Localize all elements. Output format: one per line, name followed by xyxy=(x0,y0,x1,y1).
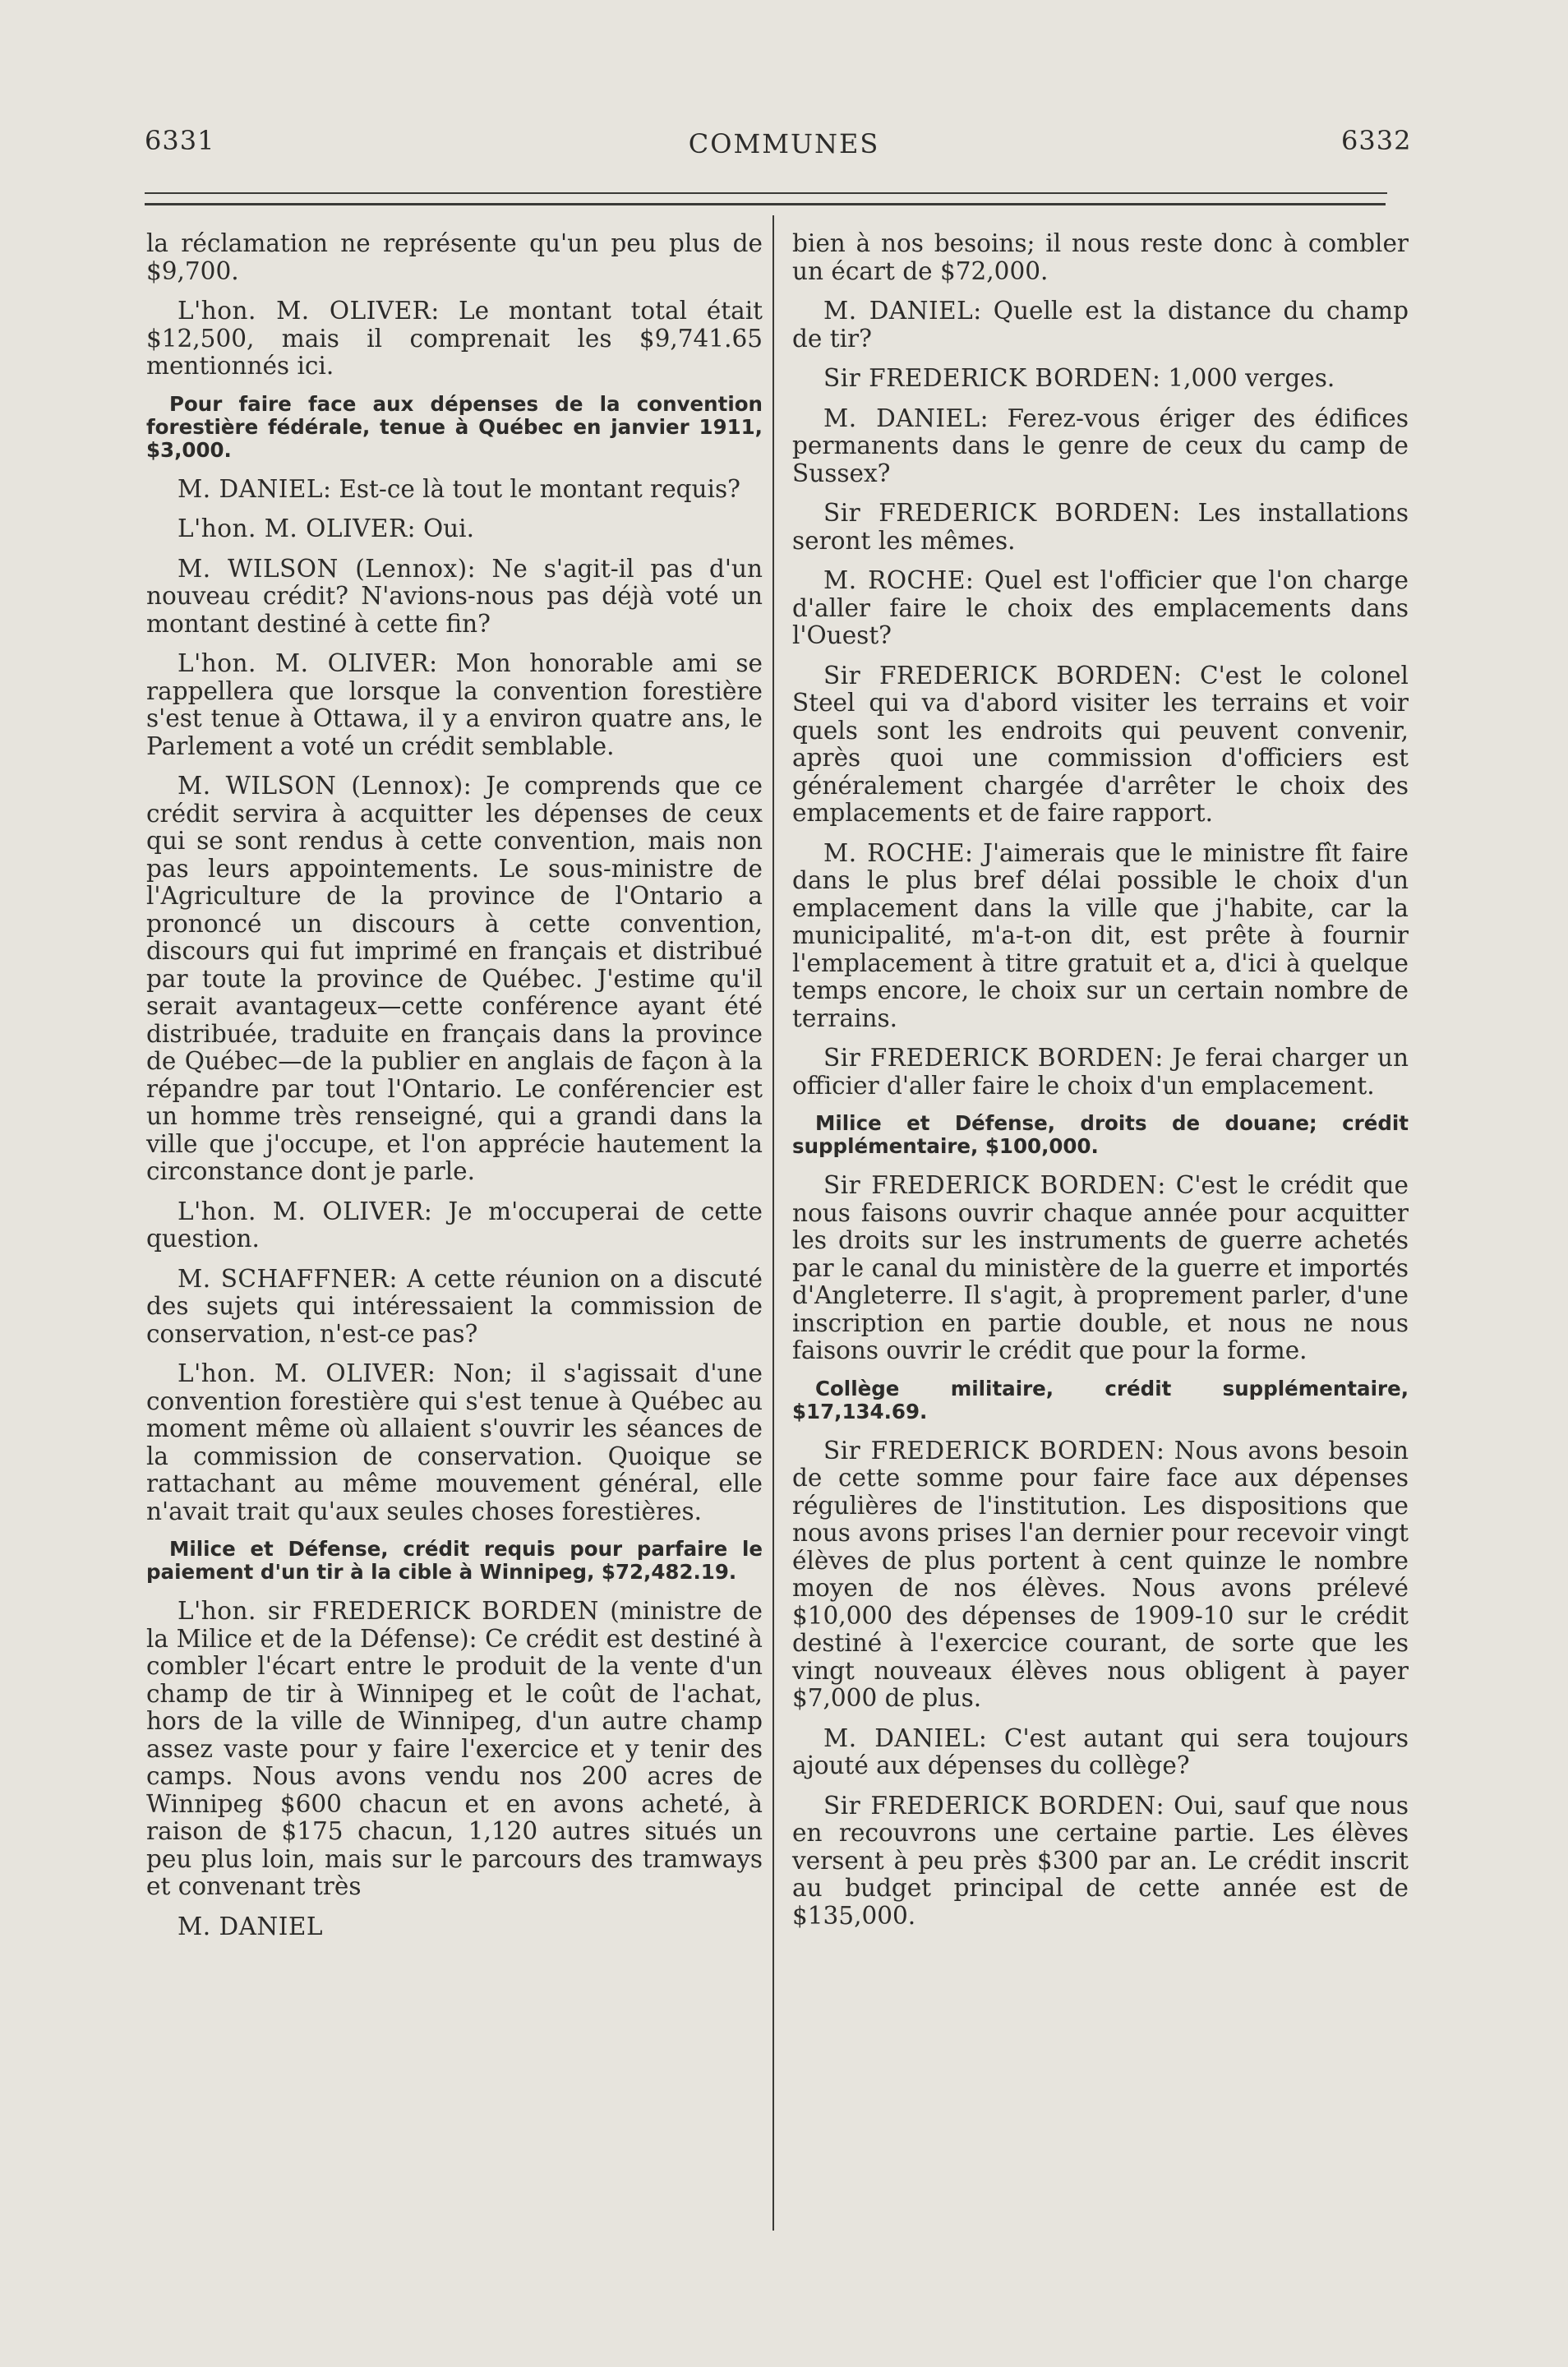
left-estimate-item xyxy=(146,393,763,462)
speech-text: : Les installations seront les mêmes. xyxy=(792,499,1409,555)
left-speech-paragraph xyxy=(146,1198,763,1253)
speaker-name: L'hon. M. OLIVER xyxy=(178,514,408,542)
speech-text: : A cette réunion on a discuté des sujets qui intéressaient la commission de conservation, n'est-ce pas? xyxy=(146,1264,763,1348)
right-speech-paragraph xyxy=(792,840,1409,1033)
speech-text: : C'est le crédit que nous faisons ouvrir chaque année pour acquitter les droits sur les instruments de guerre achetés par le canal du ministère de la guerre et importés d'Angleterre. Il s'agit, à proprement parler, d'une inscription en partie double, et nous ne nous faisons ouvrir le crédit que pour la forme. xyxy=(792,1171,1409,1364)
speech-text: : Quelle est la distance du champ de tir? xyxy=(792,297,1409,353)
right-speech-paragraph xyxy=(792,1172,1409,1365)
speaker-name: Sir FREDERICK BORDEN xyxy=(823,1171,1158,1199)
speaker-name: Sir FREDERICK BORDEN xyxy=(823,499,1173,527)
estimate-item-text: Milice et Défense, droits de douane; crédit supplémentaire, $100,000. xyxy=(792,1111,1409,1158)
left-speech-paragraph xyxy=(146,1266,763,1349)
speech-text: : Mon honorable ami se rappellera que lorsque la convention forestière s'est tenue à Ottawa, il y a environ quatre ans, le Parlement a voté un crédit semblable. xyxy=(146,649,763,760)
left-estimate-item xyxy=(146,1538,763,1584)
right-speech-paragraph xyxy=(792,662,1409,828)
speaker-name: Sir FREDERICK BORDEN xyxy=(823,1044,1155,1072)
right-speech-paragraph xyxy=(792,365,1409,393)
speaker-name: L'hon. M. OLIVER xyxy=(178,297,431,325)
right-speech-paragraph xyxy=(792,405,1409,488)
right-speech-paragraph xyxy=(792,567,1409,650)
speaker-name: M. ROCHE xyxy=(823,566,966,594)
speaker-name: M. WILSON (Lennox) xyxy=(178,554,468,583)
speech-text: : Nous avons besoin de cette somme pour faire face aux dépenses régulières de l'institution. Les dispositions que nous avons prises l'an dernier pour recevoir vingt élèves de plus portent à cent quinze le nombre moyen de nos élèves. Nous avons prélevé $10,000 des dépenses de 1909-10 sur le crédit destiné à l'exercice courant, de sorte que les vingt nouveaux élèves nous obligent à payer $7,000 de plus. xyxy=(792,1436,1409,1712)
speaker-name: Sir FREDERICK BORDEN xyxy=(823,661,1174,690)
speaker-name: M. ROCHE xyxy=(823,838,965,867)
speech-text: : C'est le colonel Steel qui va d'abord visiter les terrains et voir quels sont les endroits qui peuvent convenir, après quoi une commission d'officiers est généralement chargée d'arrêter le choix des emplacements et de faire rapport. xyxy=(792,661,1409,827)
left-continued-paragraph xyxy=(146,230,763,285)
speech-text: : Oui. xyxy=(407,514,474,542)
speech-text: : Je comprends que ce crédit servira à acquitter les dépenses de ceux qui se sont rendus à cette convention, mais non pas leurs appointements. Le sous-ministre de l'Agriculture de la province de l'Ontario a prononcé un discours à cette convention, discours qui fut imprimé en français et distribué par toute la province de Québec. J'estime qu'il serait avantageux—cette conférence ayant été distribuée, traduite en français dans la province de Québec—de la publier en anglais de façon à la répandre par tout l'Ontario. Le conférencier est un homme très renseigné, qui a grandi dans la ville que j'occupe, et l'on apprécie hautement la circonstance dont je parle. xyxy=(146,772,763,1185)
speech-text: : Ferez-vous ériger des édifices permanents dans le genre de ceux du camp de Sussex? xyxy=(792,404,1409,487)
speech-text: : Je m'occuperai de cette question. xyxy=(146,1197,763,1253)
left-speech-paragraph xyxy=(146,515,763,543)
right-speech-paragraph xyxy=(792,1045,1409,1100)
running-title: COMMUNES xyxy=(688,128,880,159)
catchword-speaker: M. DANIEL xyxy=(178,1912,324,1940)
left-speech-paragraph xyxy=(146,476,763,504)
speech-text: : Non; il s'agissait d'une convention forestière qui s'est tenue à Québec au moment même où allaient s'ouvrir les séances de la commission de conservation. Quoique se rattachant au même mouvement général, elle n'avait trait qu'aux seules choses forestières. xyxy=(146,1359,763,1525)
column-divider xyxy=(772,215,774,2231)
speaker-name: M. DANIEL xyxy=(823,1723,979,1752)
speech-text: : J'aimerais que le ministre fît faire dans le plus bref délai possible le choix d'un emplacement dans la ville que j'habite, car la municipalité, m'a-t-on dit, est prête à fournir l'emplacement à titre gratuit et a, d'ici à quelque temps encore, le choix sur un certain nombre de terrains. xyxy=(792,838,1409,1032)
left-speech-paragraph xyxy=(146,773,763,1186)
right-speech-paragraph xyxy=(792,1793,1409,1931)
speech-text: : Oui, sauf que nous en recouvrons une certaine partie. Les élèves versent à peu près $300 par an. Le crédit inscrit au budget principal de cette année est de $135,000. xyxy=(792,1791,1409,1930)
speech-text: : Je ferai charger un officier d'aller faire le choix d'un emplacement. xyxy=(792,1044,1409,1100)
left-speech-paragraph xyxy=(146,1598,763,1901)
page-number-left: 6331 xyxy=(145,125,215,156)
estimate-item-text: Pour faire face aux dépenses de la convention forestière fédérale, tenue à Québec en janvier 1911, $3,000. xyxy=(146,391,763,462)
paragraph-text: la réclamation ne représente qu'un peu plus de $9,700. xyxy=(146,229,763,285)
right-speech-paragraph xyxy=(792,500,1409,555)
speaker-name: L'hon. M. OLIVER xyxy=(178,1197,424,1225)
right-column xyxy=(792,230,1409,1942)
speaker-name: M. SCHAFFNER xyxy=(178,1264,390,1293)
speaker-name: Sir FREDERICK BORDEN xyxy=(823,1436,1156,1465)
left-speech-paragraph xyxy=(146,650,763,760)
left-speech-paragraph xyxy=(146,1360,763,1525)
right-speech-paragraph xyxy=(792,1725,1409,1780)
right-estimate-item xyxy=(792,1112,1409,1158)
speech-text: : Quel est l'officier que l'on charge d'aller faire le choix des emplacements dans l'Ouest? xyxy=(792,566,1409,649)
right-speech-paragraph xyxy=(792,298,1409,353)
page-number-right: 6332 xyxy=(1341,125,1412,156)
speech-text: : C'est autant qui sera toujours ajouté aux dépenses du collège? xyxy=(792,1723,1409,1779)
right-speech-paragraph xyxy=(792,1437,1409,1713)
speech-text: : Est-ce là tout le montant requis? xyxy=(323,474,740,503)
left-column xyxy=(146,230,763,1953)
header-rule-thick xyxy=(145,203,1386,205)
left-speech-paragraph xyxy=(146,298,763,381)
speaker-name: M. WILSON (Lennox) xyxy=(178,772,463,800)
right-estimate-item xyxy=(792,1377,1409,1423)
paragraph-text: bien à nos besoins; il nous reste donc à combler un écart de $72,000. xyxy=(792,229,1409,285)
speaker-name: Sir FREDERICK BORDEN xyxy=(823,364,1152,392)
speech-text: : 1,000 verges. xyxy=(1152,364,1335,392)
speech-text: : Le montant total était $12,500, mais il comprenait les $9,741.65 mentionnés ici. xyxy=(146,297,763,380)
speaker-name: M. DANIEL xyxy=(823,297,974,325)
speaker-name: L'hon. M. OLIVER xyxy=(178,649,430,677)
speech-text: (ministre de la Milice et de la Défense): Ce crédit est destiné à combler l'écart entre le produit de la vente d'un champ de tir à Winnipeg et le coût de l'achat, hors de la ville de Winnipeg, d'un autre champ assez vaste pour y faire l'exercice et y tenir des camps. Nous avons vendu nos 200 acres de Winnipeg $600 chacun et en avons acheté, à raison de $175 chacun, 1,120 autres situés un peu plus loin, mais sur le parcours des tramways et convenant très xyxy=(146,1597,763,1900)
header-rule-thin xyxy=(145,192,1387,194)
speaker-name: Sir FREDERICK BORDEN xyxy=(823,1791,1156,1820)
speaker-name: L'hon. M. OLIVER xyxy=(178,1359,427,1387)
speaker-name: M. DANIEL xyxy=(823,404,980,432)
speaker-name: M. DANIEL xyxy=(178,474,324,503)
right-continued-paragraph xyxy=(792,230,1409,285)
speech-text: : Ne s'agit-il pas d'un nouveau crédit? N'avions-nous pas déjà voté un montant destiné à cette fin? xyxy=(146,554,763,638)
speaker-name: L'hon. sir FREDERICK BORDEN xyxy=(178,1597,599,1625)
estimate-item-text: Collège militaire, crédit supplémentaire, $17,134.69. xyxy=(792,1376,1409,1423)
left-catchword xyxy=(146,1913,763,1941)
left-speech-paragraph xyxy=(146,556,763,639)
estimate-item-text: Milice et Défense, crédit requis pour parfaire le paiement d'un tir à la cible à Winnipeg, $72,482.19. xyxy=(146,1537,763,1584)
